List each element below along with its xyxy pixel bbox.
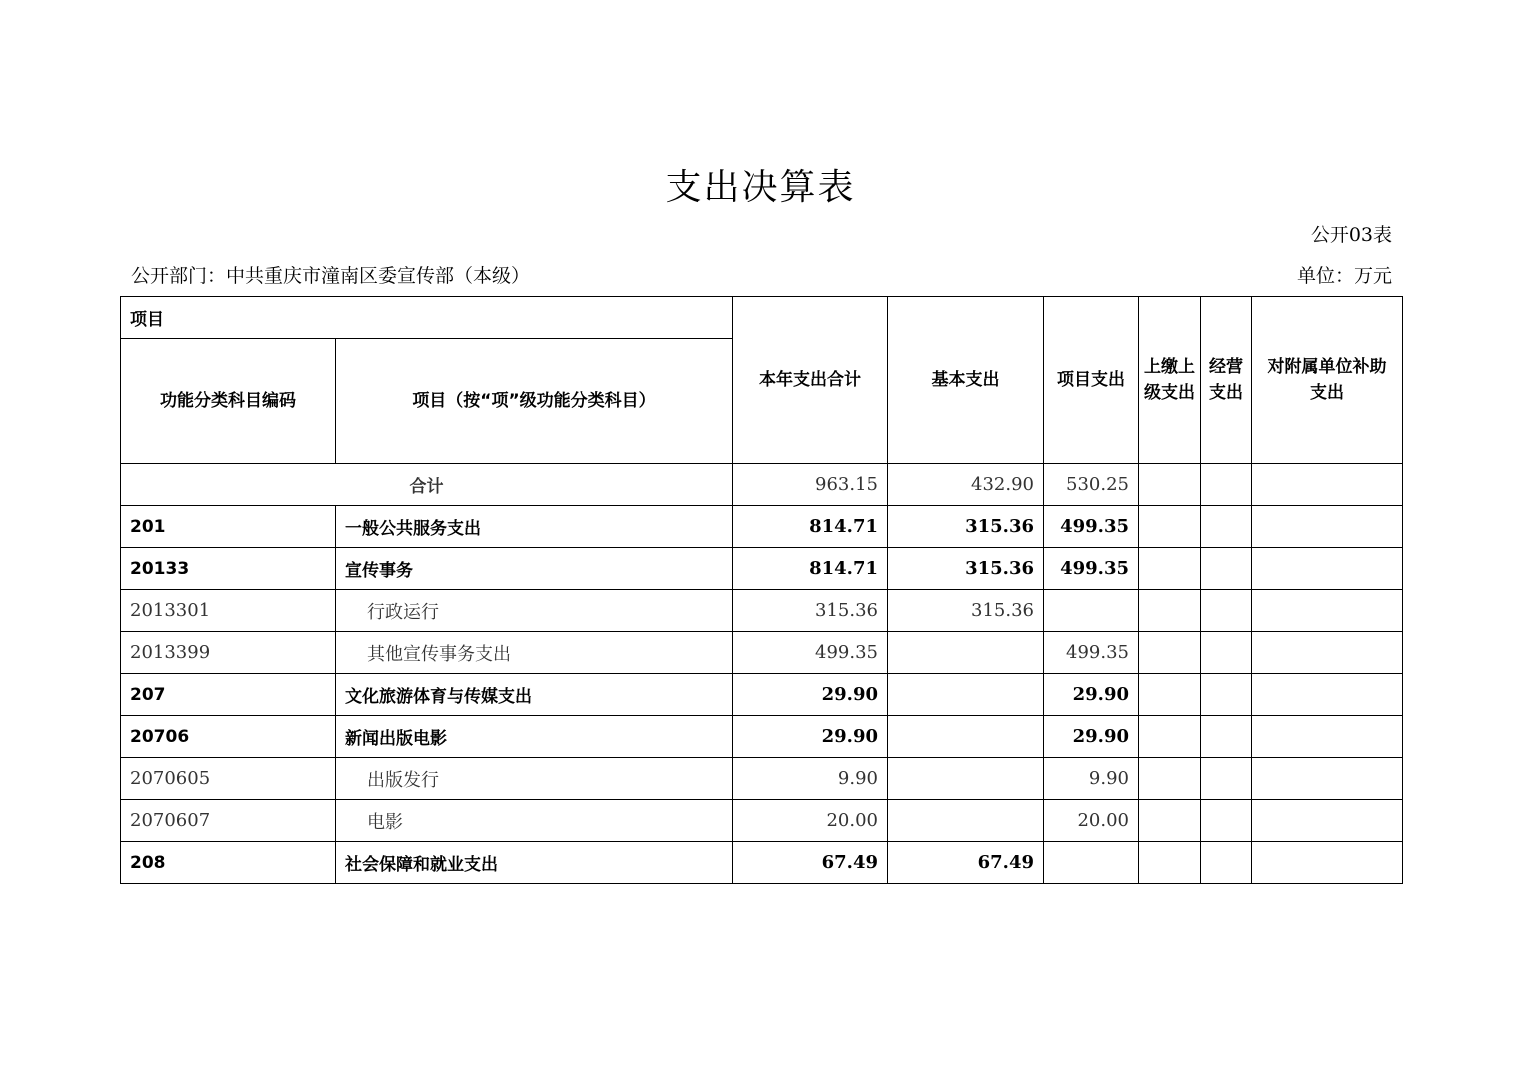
- table-row: [121, 506, 1403, 548]
- cell-code: 2013301: [121, 590, 336, 632]
- cell-business: [1201, 590, 1252, 632]
- expenditure-table: [120, 296, 1403, 884]
- cell-project: [1044, 842, 1139, 884]
- header-subsidy: 对附属单位补助支出: [1252, 297, 1403, 464]
- cell-name: 行政运行: [336, 590, 733, 632]
- cell-business: [1201, 758, 1252, 800]
- page-title: 支出决算表: [665, 167, 856, 208]
- cell-basic: 67.49: [888, 842, 1044, 884]
- cell-code: 207: [121, 674, 336, 716]
- table-row: [121, 590, 1403, 632]
- cell-basic: [888, 716, 1044, 758]
- total-label: 合计: [121, 464, 733, 506]
- cell-subsidy: [1252, 548, 1403, 590]
- cell-upper: [1139, 674, 1201, 716]
- cell-name: 文化旅游体育与传媒支出: [336, 674, 733, 716]
- cell-code: 201: [121, 506, 336, 548]
- cell-basic: 315.36: [888, 506, 1044, 548]
- cell-project: [1044, 590, 1139, 632]
- cell-name: 出版发行: [336, 758, 733, 800]
- table-row: [121, 842, 1403, 884]
- table-row: [121, 548, 1403, 590]
- cell-business: [1201, 548, 1252, 590]
- cell-business: [1201, 800, 1252, 842]
- department-label: 公开部门：中共重庆市潼南区委宣传部（本级）: [131, 265, 531, 287]
- cell-code: 20706: [121, 716, 336, 758]
- cell-name: 其他宣传事务支出: [336, 632, 733, 674]
- cell-basic: [888, 632, 1044, 674]
- cell-upper: [1139, 716, 1201, 758]
- cell-name: 一般公共服务支出: [336, 506, 733, 548]
- total-business: [1201, 464, 1252, 506]
- cell-name: 新闻出版电影: [336, 716, 733, 758]
- cell-total: 499.35: [733, 632, 888, 674]
- cell-total: 315.36: [733, 590, 888, 632]
- cell-project: 499.35: [1044, 632, 1139, 674]
- cell-subsidy: [1252, 590, 1403, 632]
- unit-label: 单位：万元: [1296, 265, 1392, 287]
- cell-project: 9.90: [1044, 758, 1139, 800]
- cell-upper: [1139, 842, 1201, 884]
- cell-business: [1201, 842, 1252, 884]
- cell-project: 29.90: [1044, 674, 1139, 716]
- header-code: 功能分类科目编码: [121, 339, 336, 464]
- cell-total: 814.71: [733, 506, 888, 548]
- total-project: 530.25: [1044, 464, 1139, 506]
- cell-code: 2013399: [121, 632, 336, 674]
- cell-upper: [1139, 548, 1201, 590]
- cell-business: [1201, 716, 1252, 758]
- total-subsidy: [1252, 464, 1403, 506]
- total-total: 963.15: [733, 464, 888, 506]
- cell-business: [1201, 674, 1252, 716]
- header-business: 经营支出: [1201, 297, 1252, 464]
- cell-subsidy: [1252, 674, 1403, 716]
- cell-code: 2070605: [121, 758, 336, 800]
- header-item-group: 项目: [121, 297, 733, 339]
- cell-subsidy: [1252, 632, 1403, 674]
- cell-basic: 315.36: [888, 590, 1044, 632]
- cell-total: 29.90: [733, 716, 888, 758]
- cell-basic: [888, 758, 1044, 800]
- cell-project: 20.00: [1044, 800, 1139, 842]
- cell-project: 499.35: [1044, 548, 1139, 590]
- total-upper: [1139, 464, 1201, 506]
- cell-code: 20133: [121, 548, 336, 590]
- total-row: [121, 464, 1403, 506]
- table-row: [121, 674, 1403, 716]
- cell-basic: [888, 800, 1044, 842]
- header-row-1: [121, 297, 1403, 339]
- cell-upper: [1139, 590, 1201, 632]
- form-number: 公开03表: [1310, 224, 1392, 246]
- header-total: 本年支出合计: [733, 297, 888, 464]
- cell-total: 9.90: [733, 758, 888, 800]
- table-row: [121, 632, 1403, 674]
- total-basic: 432.90: [888, 464, 1044, 506]
- cell-upper: [1139, 632, 1201, 674]
- cell-business: [1201, 506, 1252, 548]
- cell-subsidy: [1252, 758, 1403, 800]
- cell-total: 20.00: [733, 800, 888, 842]
- cell-subsidy: [1252, 842, 1403, 884]
- header-name: 项目（按“项”级功能分类科目）: [336, 339, 733, 464]
- cell-project: 29.90: [1044, 716, 1139, 758]
- header-basic: 基本支出: [888, 297, 1044, 464]
- table-row: [121, 800, 1403, 842]
- cell-name: 电影: [336, 800, 733, 842]
- header-upper: 上缴上级支出: [1139, 297, 1201, 464]
- cell-code: 2070607: [121, 800, 336, 842]
- cell-subsidy: [1252, 800, 1403, 842]
- cell-total: 814.71: [733, 548, 888, 590]
- header-project: 项目支出: [1044, 297, 1139, 464]
- cell-basic: 315.36: [888, 548, 1044, 590]
- cell-upper: [1139, 758, 1201, 800]
- cell-code: 208: [121, 842, 336, 884]
- table-row: [121, 758, 1403, 800]
- cell-total: 67.49: [733, 842, 888, 884]
- cell-subsidy: [1252, 506, 1403, 548]
- cell-upper: [1139, 506, 1201, 548]
- cell-subsidy: [1252, 716, 1403, 758]
- table-row: [121, 716, 1403, 758]
- cell-basic: [888, 674, 1044, 716]
- cell-name: 社会保障和就业支出: [336, 842, 733, 884]
- cell-name: 宣传事务: [336, 548, 733, 590]
- cell-upper: [1139, 800, 1201, 842]
- cell-business: [1201, 632, 1252, 674]
- cell-total: 29.90: [733, 674, 888, 716]
- cell-project: 499.35: [1044, 506, 1139, 548]
